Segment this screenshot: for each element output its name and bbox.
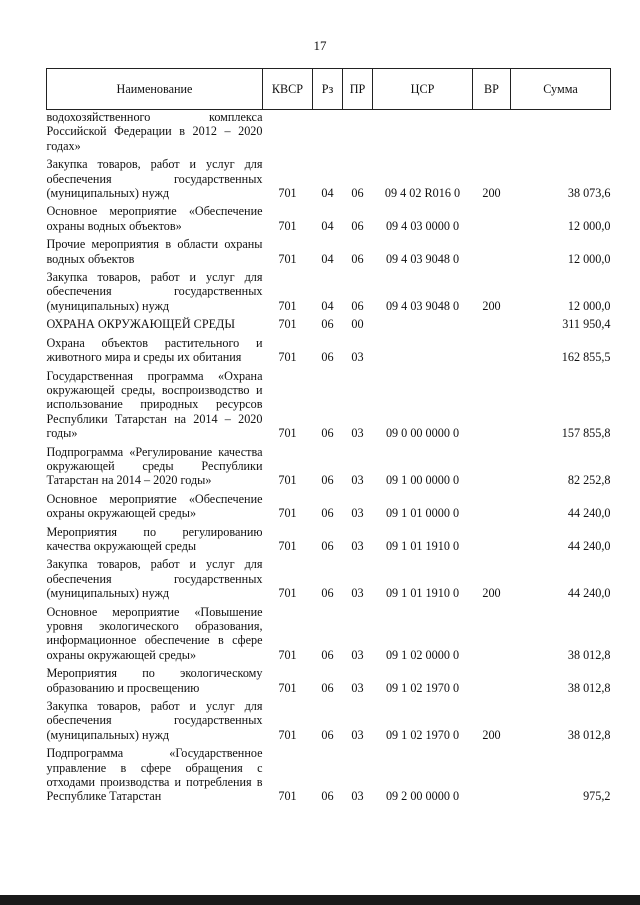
cell-csr: 09 1 02 0000 0	[385, 647, 460, 662]
cell-rz: 06	[321, 538, 334, 553]
cell-sum: 162 855,5	[561, 350, 611, 365]
cell-sum: 975,2	[583, 789, 611, 804]
cell-csr	[373, 110, 473, 154]
cell-rz: 06	[321, 789, 334, 804]
cell-kvsr: 701	[278, 586, 297, 601]
cell-pr: 03	[351, 538, 364, 553]
page-number: 17	[313, 38, 327, 53]
cell-sum: 12 000,0	[567, 251, 611, 266]
cell-vr: 200	[482, 298, 501, 313]
cell-csr: 09 1 01 1910 0	[385, 586, 460, 601]
cell-kvsr: 701	[278, 506, 297, 521]
cell-pr: 06	[351, 251, 364, 266]
cell-kvsr: 701	[278, 473, 297, 488]
cell-csr: 09 0 00 0000 0	[385, 426, 460, 441]
cell-name: Прочие мероприятия в области охраны водных объектов	[46, 237, 263, 266]
cell-vr: 200	[482, 586, 501, 601]
table-body	[47, 110, 611, 804]
cell-pr: 03	[351, 680, 364, 695]
cell-csr: 09 1 01 1910 0	[385, 538, 460, 553]
cell-kvsr: 701	[278, 298, 297, 313]
cell-kvsr: 701	[278, 538, 297, 553]
budget-table	[46, 68, 611, 804]
cell-name: Основное мероприятие «Обеспечение охраны водных объектов»	[46, 204, 263, 233]
table-row	[47, 200, 611, 233]
cell-name: Подпрограмма «Государственное управление в сфере обращения с отходами производства и потребления в Республике Татарстан	[46, 746, 263, 804]
cell-pr: 06	[351, 298, 364, 313]
cell-csr	[373, 332, 473, 365]
cell-vr: 200	[482, 186, 501, 201]
cell-sum: 44 240,0	[567, 586, 611, 601]
column-header-csr: ЦСР	[373, 69, 473, 110]
cell-vr	[473, 742, 511, 804]
cell-sum: 12 000,0	[567, 298, 611, 313]
cell-rz: 06	[321, 317, 334, 332]
table-row	[47, 266, 611, 313]
cell-name: ОХРАНА ОКРУЖАЮЩЕЙ СРЕДЫ	[46, 317, 235, 332]
cell-rz: 06	[321, 647, 334, 662]
cell-csr	[373, 313, 473, 331]
cell-pr: 00	[351, 317, 364, 332]
cell-rz	[313, 110, 343, 154]
cell-kvsr: 701	[278, 350, 297, 365]
cell-pr: 03	[351, 350, 364, 365]
cell-vr	[473, 313, 511, 331]
cell-sum: 38 012,8	[567, 680, 611, 695]
cell-pr: 03	[351, 586, 364, 601]
table-row	[47, 553, 611, 600]
column-header-vr: ВР	[473, 69, 511, 110]
cell-csr: 09 1 01 0000 0	[385, 506, 460, 521]
cell-sum: 38 073,6	[567, 186, 611, 201]
cell-pr: 06	[351, 218, 364, 233]
scan-edge-bar	[0, 895, 640, 905]
column-header-rz: Рз	[313, 69, 343, 110]
cell-rz: 06	[321, 727, 334, 742]
cell-name: водохозяйственного комплекса Российской Федерации в 2012 – 2020 годах»	[46, 110, 263, 153]
table-row	[47, 233, 611, 266]
cell-vr	[473, 365, 511, 441]
cell-name: Подпрограмма «Регулирование качества окружающей среды Республики Татарстан на 2014 – 2020 годы»	[46, 444, 263, 488]
cell-sum: 44 240,0	[567, 538, 611, 553]
cell-name: Государственная программа «Охрана окружающей среды, воспроизводство и использование природных ресурсов Республики Татарстан на 2014 – 2020 годы»	[46, 368, 263, 441]
cell-kvsr: 701	[278, 426, 297, 441]
cell-kvsr: 701	[278, 647, 297, 662]
cell-rz: 06	[321, 426, 334, 441]
cell-kvsr: 701	[278, 789, 297, 804]
cell-vr	[473, 662, 511, 695]
table-row	[47, 332, 611, 365]
cell-name: Основное мероприятие «Обеспечение охраны окружающей среды»	[46, 491, 263, 521]
cell-vr	[473, 441, 511, 488]
cell-kvsr: 701	[278, 251, 297, 266]
cell-pr: 03	[351, 506, 364, 521]
cell-kvsr: 701	[278, 317, 297, 332]
cell-csr: 09 4 03 9048 0	[385, 298, 460, 313]
cell-sum: 38 012,8	[567, 727, 611, 742]
cell-name: Мероприятия по экологическому образованию и просвещению	[46, 666, 263, 695]
cell-vr	[473, 521, 511, 554]
cell-rz: 06	[321, 680, 334, 695]
table-row	[47, 313, 611, 331]
table-row	[47, 601, 611, 663]
cell-vr	[473, 601, 511, 663]
cell-vr	[473, 488, 511, 521]
column-header-kvsr: КВСР	[263, 69, 313, 110]
table-row	[47, 521, 611, 554]
cell-kvsr: 701	[278, 680, 297, 695]
cell-csr: 09 1 02 1970 0	[385, 727, 460, 742]
cell-rz: 04	[321, 218, 334, 233]
table-row	[47, 365, 611, 441]
cell-sum: 311 950,4	[562, 317, 611, 332]
column-header-pr: ПР	[343, 69, 373, 110]
cell-csr: 09 1 00 0000 0	[385, 473, 460, 488]
cell-csr: 09 4 03 9048 0	[385, 251, 460, 266]
table-row	[47, 488, 611, 521]
cell-vr	[473, 200, 511, 233]
cell-csr: 09 4 02 R016 0	[384, 186, 461, 201]
cell-sum: 82 252,8	[567, 473, 611, 488]
table-row	[47, 153, 611, 200]
cell-rz: 06	[321, 506, 334, 521]
cell-sum: 12 000,0	[567, 218, 611, 233]
cell-csr: 09 4 03 0000 0	[385, 218, 460, 233]
cell-pr: 03	[351, 789, 364, 804]
cell-kvsr	[263, 110, 313, 154]
cell-pr: 03	[351, 473, 364, 488]
cell-vr: 200	[482, 727, 501, 742]
cell-rz: 04	[321, 298, 334, 313]
table-row	[47, 110, 611, 154]
cell-rz: 04	[321, 186, 334, 201]
cell-pr	[343, 110, 373, 154]
table-row	[47, 742, 611, 804]
cell-kvsr: 701	[278, 218, 297, 233]
cell-name: Мероприятия по регулированию качества окружающей среды	[46, 524, 263, 553]
cell-pr: 03	[351, 647, 364, 662]
cell-rz: 06	[321, 473, 334, 488]
cell-vr	[473, 233, 511, 266]
cell-rz: 06	[321, 586, 334, 601]
cell-name: Охрана объектов растительного и животного мира и среды их обитания	[46, 335, 263, 365]
cell-csr: 09 2 00 0000 0	[385, 789, 460, 804]
cell-csr: 09 1 02 1970 0	[385, 680, 460, 695]
cell-vr	[473, 110, 511, 154]
cell-name: Закупка товаров, работ и услуг для обеспечения государственных (муниципальных) нужд	[46, 557, 263, 601]
cell-sum: 44 240,0	[567, 506, 611, 521]
cell-sum	[511, 110, 611, 154]
cell-vr	[473, 332, 511, 365]
cell-pr: 03	[351, 727, 364, 742]
cell-name: Закупка товаров, работ и услуг для обеспечения государственных (муниципальных) нужд	[46, 270, 263, 313]
cell-pr: 06	[351, 186, 364, 201]
cell-name: Основное мероприятие «Повышение уровня экологического образования, информационное обеспечение в сфере охраны окружающей среды»	[46, 604, 263, 662]
cell-rz: 04	[321, 251, 334, 266]
column-header-name: Наименование	[47, 69, 263, 110]
table-row	[47, 441, 611, 488]
column-header-sum: Сумма	[511, 69, 611, 110]
cell-kvsr: 701	[278, 727, 297, 742]
cell-rz: 06	[321, 350, 334, 365]
cell-kvsr: 701	[278, 186, 297, 201]
table-row	[47, 695, 611, 742]
table-header-row	[47, 69, 611, 110]
cell-sum: 38 012,8	[567, 647, 611, 662]
cell-pr: 03	[351, 426, 364, 441]
cell-name: Закупка товаров, работ и услуг для обеспечения государственных (муниципальных) нужд	[46, 157, 263, 201]
cell-sum: 157 855,8	[561, 426, 611, 441]
cell-name: Закупка товаров, работ и услуг для обеспечения государственных (муниципальных) нужд	[46, 699, 263, 742]
table-row	[47, 662, 611, 695]
